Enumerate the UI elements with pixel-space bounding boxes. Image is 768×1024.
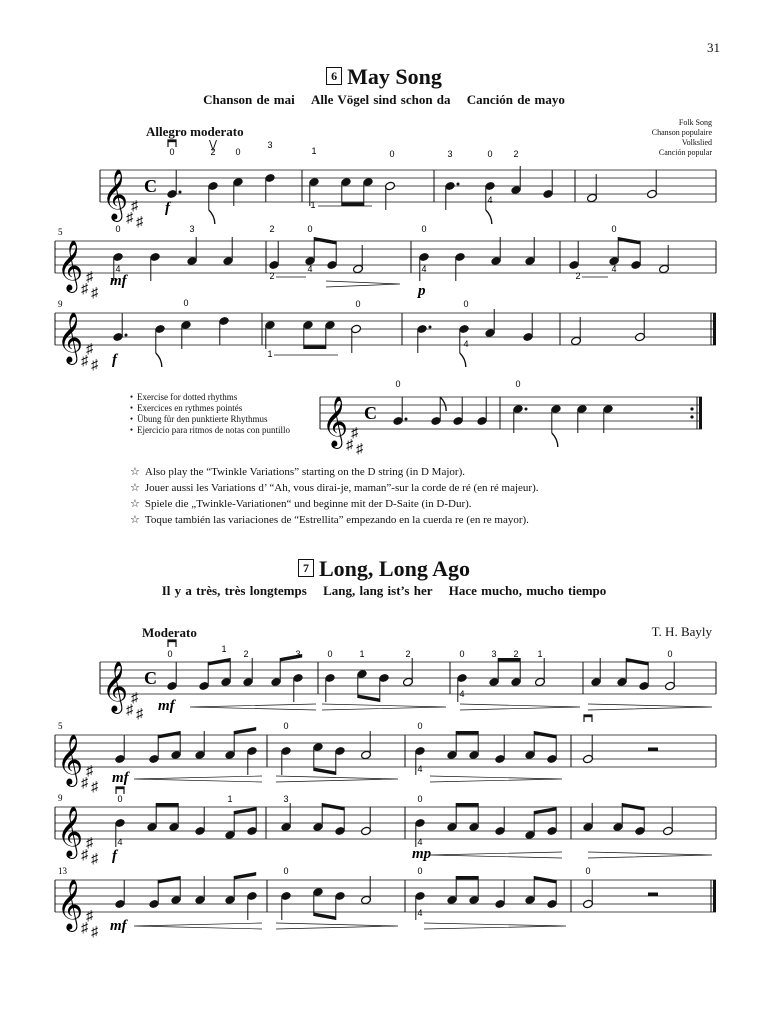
exercise-note: ● Ejercicio para ritmos de notas con puntillo: [130, 425, 290, 436]
decrescendo-hairpin: [460, 704, 580, 710]
decrescendo-hairpin: [424, 923, 566, 929]
fingering-number: 2: [513, 649, 519, 659]
dotted-rhythm-dot: [457, 183, 460, 186]
sharp-key-signature: ♯: [91, 925, 98, 940]
eighth-beam: [234, 872, 256, 880]
tip-spanish: ☆ Toque también las variaciones de “Estrellita” empezando en la cuerda re (en re mayor).: [130, 512, 539, 528]
fingering-number: 0: [327, 649, 333, 659]
sharp-key-signature: ♯: [86, 270, 93, 285]
sharp-key-signature: ♯: [131, 199, 138, 214]
song-number: 7: [298, 559, 314, 577]
fingering-number: 0: [417, 721, 423, 731]
tempo-marking: Moderato: [142, 625, 197, 640]
eighth-beam: [456, 876, 478, 880]
exercise-note: ● Übung für den punktierte Rhythmus: [130, 414, 290, 425]
dotted-rhythm-dot: [125, 334, 128, 337]
final-barline: [713, 880, 716, 912]
eighth-beam: [234, 727, 256, 735]
page-number: 31: [707, 40, 720, 55]
eighth-beam: [534, 807, 556, 815]
sharp-key-signature: ♯: [356, 442, 363, 457]
fingering-number: 2: [269, 224, 275, 234]
repeat-barline: [699, 397, 702, 429]
dynamic-marking: mf: [112, 770, 129, 786]
fingering-number: 2: [210, 147, 216, 157]
sharp-key-signature: ♯: [81, 776, 88, 791]
dynamic-marking: mp: [412, 846, 432, 862]
fingering-number: 2: [243, 649, 249, 659]
eighth-beam: [456, 803, 478, 807]
eighth-beam: [314, 237, 336, 245]
time-signature: C: [144, 668, 157, 688]
crescendo-hairpin: [190, 704, 316, 710]
eighth-beam: [234, 807, 256, 815]
sharp-key-signature: ♯: [91, 780, 98, 795]
sharp-key-signature: ♯: [136, 707, 143, 722]
treble-clef: 𝄞: [57, 880, 84, 929]
decrescendo-hairpin: [588, 852, 712, 858]
sharp-key-signature: ♯: [126, 211, 133, 226]
fingering-number: 0: [169, 147, 175, 157]
fingering-number: 4: [417, 908, 423, 918]
dotted-rhythm-dot: [429, 326, 432, 329]
fingering-number: 0: [515, 379, 521, 389]
fingering-number: 4: [421, 264, 427, 274]
half-rest: [648, 893, 658, 897]
eighth-beam: [342, 203, 364, 207]
credit-line: Volkslied: [681, 138, 712, 147]
dynamic-marking: mf: [158, 698, 175, 714]
eighth-flag: [440, 397, 446, 411]
exercise-note: ● Exercise for dotted rhythms: [130, 392, 290, 403]
eighth-flag: [156, 353, 162, 367]
dotted-rhythm-dot: [179, 191, 182, 194]
down-bow-mark: [168, 140, 176, 142]
decrescendo-hairpin: [588, 704, 712, 710]
dynamic-marking: f: [165, 200, 170, 216]
subtitle-french: Chanson de mai: [203, 92, 295, 107]
fingering-number: 0: [395, 379, 401, 389]
dynamic-marking: f: [112, 848, 117, 864]
decrescendo-hairpin: [322, 704, 446, 710]
fingering-number: 4: [417, 764, 423, 774]
treble-clef: 𝄞: [322, 397, 349, 446]
eighth-beam: [618, 237, 640, 245]
sharp-key-signature: ♯: [351, 426, 358, 441]
fingering-number: 3: [283, 794, 289, 804]
measure-number: 5: [58, 227, 63, 237]
treble-clef: 𝄞: [57, 735, 84, 784]
exercise-note: ● Exercices en rythmes pointés: [130, 403, 290, 414]
treble-clef: 𝄞: [57, 313, 84, 362]
sharp-key-signature: ♯: [86, 764, 93, 779]
crescendo-hairpin: [134, 776, 262, 782]
fingering-number: 4: [117, 837, 123, 847]
sharp-key-signature: ♯: [346, 438, 353, 453]
fingering-number: 0: [463, 299, 469, 309]
final-barline: [713, 313, 716, 345]
eighth-beam: [534, 731, 556, 739]
fingering-number: 3: [267, 140, 273, 150]
fingering-number: 0: [283, 721, 289, 731]
tip-english: ☆ Also play the “Twinkle Variations” starting on the D string (in D Major).: [130, 464, 539, 480]
subtitle-spanish: Hace mucho, mucho tiempo: [448, 583, 607, 598]
eighth-flag: [552, 433, 558, 447]
tip-french: ☆ Jouer aussi les Variations d’ “Ah, vous dirai-je, maman”-sur la corde de ré (en ré majeur).: [130, 480, 539, 496]
fingering-number: 4: [417, 837, 423, 847]
crescendo-hairpin: [134, 923, 262, 929]
eighth-beam: [322, 803, 344, 811]
sharp-key-signature: ♯: [86, 836, 93, 851]
tip-german: ☆ Spiele die „Twinkle-Variationen“ und beginne mit der D-Saite (in D-Dur).: [130, 496, 539, 512]
down-bow-mark: [168, 640, 176, 642]
dotted-rhythm-dot: [525, 408, 528, 411]
eighth-beam: [208, 658, 230, 666]
fingering-number: 0: [389, 149, 395, 159]
composer-credit: T. H. Bayly: [651, 624, 712, 639]
fingering-number: 1: [267, 349, 273, 359]
fingering-number: 1: [311, 146, 317, 156]
staff-system-s1c: [55, 298, 716, 373]
fingering-number: 0: [235, 147, 241, 157]
eighth-flag: [209, 210, 215, 224]
sharp-key-signature: ♯: [136, 215, 143, 230]
fingering-number: 1: [359, 649, 365, 659]
song-number: 6: [326, 67, 342, 85]
fingering-number: 0: [487, 149, 493, 159]
eighth-beam: [622, 803, 644, 811]
measure-number: 9: [58, 793, 63, 803]
time-signature: C: [144, 176, 157, 196]
time-signature: C: [364, 403, 377, 423]
eighth-flag: [486, 210, 492, 224]
decrescendo-hairpin: [276, 776, 398, 782]
fingering-number: 0: [183, 298, 189, 308]
sharp-key-signature: ♯: [126, 703, 133, 718]
fingering-number: 0: [667, 649, 673, 659]
eighth-beam: [158, 876, 180, 884]
staff-system-s2d: [55, 866, 716, 940]
fingering-number: 2: [269, 271, 275, 281]
fingering-number: 2: [575, 271, 581, 281]
fingering-number: 0: [117, 794, 123, 804]
repeat-dot: [690, 407, 693, 410]
fingering-number: 4: [487, 195, 493, 205]
dynamic-marking: mf: [110, 273, 127, 289]
fingering-number: 0: [307, 224, 313, 234]
credit-line: Canción popular: [658, 148, 712, 157]
song-title-text: May Song: [347, 64, 442, 89]
sharp-key-signature: ♯: [81, 848, 88, 863]
dynamic-marking: f: [112, 352, 117, 368]
eighth-beam: [534, 876, 556, 884]
sharp-key-signature: ♯: [81, 354, 88, 369]
fingering-number: 2: [405, 649, 411, 659]
fingering-number: 0: [611, 224, 617, 234]
subtitle-german: Alle Vögel sind schon da: [310, 92, 451, 107]
fingering-number: 3: [295, 649, 301, 659]
credit-line: Folk Song: [678, 118, 712, 127]
eighth-flag: [460, 353, 466, 367]
staff-system-s2a: [100, 640, 716, 722]
fingering-number: 0: [417, 866, 423, 876]
subtitle-spanish: Canción de mayo: [466, 92, 565, 107]
eighth-beam: [304, 346, 326, 350]
subtitle-french: Il y a très, très longtemps: [161, 583, 307, 598]
sharp-key-signature: ♯: [91, 852, 98, 867]
measure-number: 5: [58, 721, 63, 731]
fingering-number: 0: [421, 224, 427, 234]
sharp-key-signature: ♯: [91, 358, 98, 373]
measure-number: 13: [58, 866, 67, 876]
down-bow-mark: [584, 715, 592, 717]
eighth-beam: [158, 731, 180, 739]
staff-system-s1a: [100, 140, 716, 230]
fingering-number: 0: [283, 866, 289, 876]
fingering-number: 0: [355, 299, 361, 309]
fingering-number: 0: [417, 794, 423, 804]
eighth-beam: [314, 913, 336, 921]
fingering-number: 4: [611, 264, 617, 274]
repeat-dot: [690, 415, 693, 418]
treble-clef: 𝄞: [102, 662, 129, 711]
fingering-number: 4: [459, 689, 465, 699]
fingering-number: 0: [459, 649, 465, 659]
sharp-key-signature: ♯: [86, 909, 93, 924]
dotted-rhythm-dot: [405, 418, 408, 421]
treble-clef: 𝄞: [57, 807, 84, 856]
eighth-beam: [456, 731, 478, 735]
sharp-key-signature: ♯: [81, 282, 88, 297]
eighth-beam: [314, 768, 336, 776]
sharp-key-signature: ♯: [131, 691, 138, 706]
measure-number: 9: [58, 299, 63, 309]
dynamic-marking: p: [418, 283, 426, 299]
sharp-key-signature: ♯: [91, 286, 98, 301]
down-bow-mark: [116, 787, 124, 789]
eighth-beam: [156, 803, 178, 807]
decrescendo-hairpin: [326, 281, 400, 287]
staff-system-s2c: [55, 787, 716, 867]
staff-system-s1b: [55, 224, 716, 301]
eighth-beam: [626, 658, 648, 666]
fingering-number: 0: [115, 224, 121, 234]
decrescendo-hairpin: [430, 776, 562, 782]
staff-system-s2b: [55, 715, 716, 795]
crescendo-hairpin: [430, 852, 562, 858]
sharp-key-signature: ♯: [86, 342, 93, 357]
fingering-number: 3: [189, 224, 195, 234]
half-rest: [648, 748, 658, 752]
fingering-number: 4: [463, 339, 469, 349]
tempo-marking: Allegro moderato: [146, 124, 244, 139]
credit-line: Chanson populaire: [651, 128, 712, 137]
fingering-number: 3: [491, 649, 497, 659]
eighth-beam: [358, 695, 380, 703]
subtitle-german: Lang, lang ist’s her: [323, 583, 433, 598]
fingering-number: 2: [513, 149, 519, 159]
decrescendo-hairpin: [276, 923, 398, 929]
fingering-number: 1: [227, 794, 233, 804]
song-title-text: Long, Long Ago: [319, 556, 470, 581]
fingering-number: 0: [585, 866, 591, 876]
staff-system-ex: [320, 379, 702, 457]
fingering-number: 4: [115, 264, 121, 274]
sharp-key-signature: ♯: [81, 921, 88, 936]
treble-clef: 𝄞: [102, 170, 129, 219]
fingering-number: 1: [221, 644, 227, 654]
fingering-number: 1: [310, 200, 316, 210]
fingering-number: 1: [537, 649, 543, 659]
treble-clef: 𝄞: [57, 241, 84, 290]
fingering-number: 0: [167, 649, 173, 659]
fingering-number: 3: [447, 149, 453, 159]
dynamic-marking: mf: [110, 918, 127, 934]
fingering-number: 4: [307, 264, 313, 274]
